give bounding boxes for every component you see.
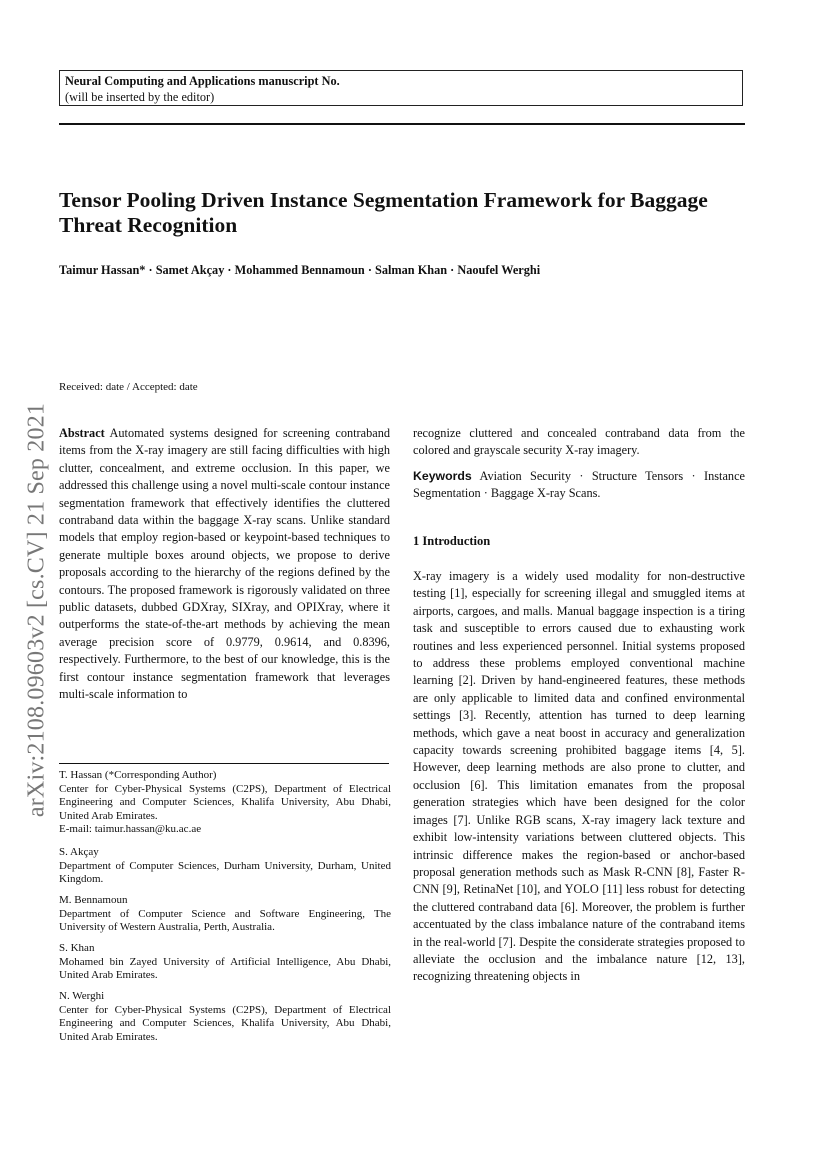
arxiv-identifier-text: arXiv:2108.09603v2 [cs.CV] 21 Sep 2021 [23, 402, 50, 818]
affiliation-name: S. Khan [59, 942, 95, 954]
paper-title: Tensor Pooling Driven Instance Segmentation Framework for Baggage Threat Recognition [59, 188, 708, 237]
affiliation-address: Department of Computer Science and Software Engineering, The University of Western Australia, Perth, Australia. [59, 907, 391, 933]
affiliation-address: Mohamed bin Zayed University of Artificial Intelligence, Abu Dhabi, United Arab Emirates. [59, 955, 391, 981]
keywords [413, 468, 745, 503]
introduction-body [413, 568, 745, 986]
abstract [59, 425, 390, 704]
footnote-rule [59, 763, 389, 764]
affiliation-name: S. Akçay [59, 846, 99, 858]
journal-header-box [59, 70, 743, 106]
journal-note: (will be inserted by the editor) [65, 90, 215, 104]
affiliation-khan [59, 942, 391, 983]
keywords-heading: Keywords [413, 469, 472, 483]
introduction-text: X-ray imagery is a widely used modality for non-destructive testing [1], especially for screening illegal and smuggled items at airports, cargoes, and malls. Manual baggage inspection is a tiring task and susceptible to errors caused due to exhausting work routines and less experienced personnel. Initial systems proposed to address these problems employed conventional machine learning [2]. Driven by hand-engineered features, these methods are only applicable to limited data and confined environmental settings [3]. Recently, attention has turned to deep learning methods, which gave a neat boost in accuracy and generalization capacity towards screening prohibited baggage items [4, 5]. However, deep learning methods are also prone to clutter, and occlusion [6]. This limitation emanates from the proposal generation strategies which have been designed for the color images [7]. Unlike RGB scans, X-ray imagery lack texture and exhibit low-intensity variations between cluttered objects. This intrinsic difference makes the region-based or anchor-based proposal generation methods such as Mask R-CNN [8], Faster R-CNN [9], RetinaNet [10], and YOLO [11] less robust for detecting the cluttered contraband data [6]. Moreover, the problem is further accentuated by the class imbalance nature of the contraband items in the real-world [7]. Despite the considerate strategies proposed to alleviate the occlusion and the imbalance nature [12, 13], recognizing threatening objects in [413, 569, 745, 984]
section-heading-introduction: 1 Introduction [413, 534, 491, 548]
abstract-heading: Abstract [59, 426, 105, 440]
affiliation-email: E-mail: taimur.hassan@ku.ac.ae [59, 823, 202, 835]
affiliation-name: N. Werghi [59, 990, 105, 1002]
affiliation-werghi [59, 990, 391, 1044]
affiliation-name: M. Bennamoun [59, 894, 128, 906]
abstract-text: Automated systems designed for screening contraband items from the X-ray imagery are still facing difficulties with high clutter, concealment, and extreme occlusion. In this paper, we addressed this challenge using a novel multi-scale contour instance segmentation framework that effectively identifies the cluttered contraband data within the baggage X-ray scans. Unlike standard models that employ region-based or keypoint-based techniques to generate multiple boxes around objects, we propose to derive proposals according to the hierarchy of the regions defined by the contours. The proposed framework is rigorously validated on three public datasets, dubbed GDXray, SIXray, and OPIXray, where it outperforms the state-of-the-art methods by achieving the mean average precision score of 0.9779, 0.9614, and 0.8396, respectively. Furthermore, to the best of our knowledge, this is the first contour instance segmentation framework that leverages multi-scale information to [59, 426, 390, 702]
arxiv-identifier [22, 365, 52, 855]
journal-name: Neural Computing and Applications manuscript No. [65, 74, 340, 88]
author-list: Taimur Hassan* · Samet Akçay · Mohammed Bennamoun · Salman Khan · Naoufel Werghi [59, 263, 541, 277]
affiliation-bennamoun [59, 894, 391, 935]
affiliation-name: T. Hassan (*Corresponding Author) [59, 769, 217, 781]
affiliation-hassan [59, 769, 391, 837]
affiliation-akcay [59, 846, 391, 887]
received-date: Received: date / Accepted: date [59, 381, 198, 393]
affiliation-address: Center for Cyber-Physical Systems (C2PS), Department of Electrical Engineering and Computer Sciences, Khalifa University, Abu Dhabi, United Arab Emirates. [59, 1003, 391, 1043]
affiliation-address: Department of Computer Sciences, Durham University, Durham, United Kingdom. [59, 859, 391, 885]
header-rule [59, 123, 745, 125]
keywords-text: Aviation Security · Structure Tensors · Instance Segmentation · Baggage X-ray Scans. [413, 469, 745, 501]
abstract-continuation-text: recognize cluttered and concealed contraband data from the colored and grayscale security X-ray imagery. [413, 426, 745, 458]
abstract-continuation [413, 425, 745, 460]
affiliation-address: Center for Cyber-Physical Systems (C2PS), Department of Electrical Engineering and Computer Sciences, Khalifa University, Abu Dhabi, United Arab Emirates. [59, 782, 391, 822]
